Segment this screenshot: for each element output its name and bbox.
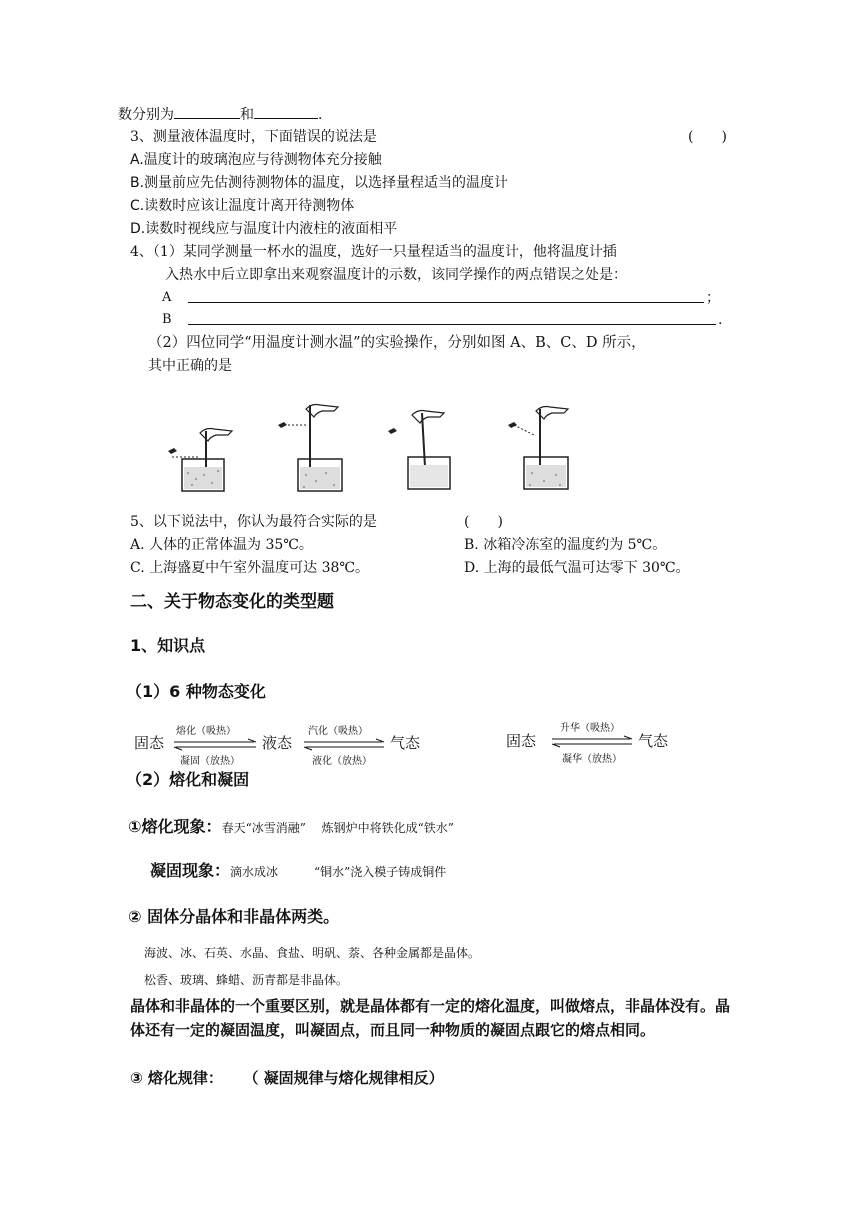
q3-option-a: A.温度计的玻璃泡应与待测物体充分接触 bbox=[130, 152, 382, 168]
crystals-list: 海波、冰、石英、水晶、食盐、明矾、萘、各种金属都是晶体。 bbox=[144, 946, 481, 960]
diagram2-deposit-label: 凝华（放热） bbox=[562, 754, 622, 765]
melt-label: ①熔化现象： bbox=[128, 817, 222, 836]
diagram1-freeze-label: 凝固（放热） bbox=[180, 756, 240, 767]
section2-sub1: 1、知识点 bbox=[130, 636, 206, 655]
point2: ② 固体分晶体和非晶体两类。 bbox=[128, 907, 340, 926]
diagram1-gas: 气态 bbox=[390, 734, 421, 752]
q4-part2-line2: 其中正确的是 bbox=[148, 358, 232, 374]
q5-stem: 5、以下说法中，你认为最符合实际的是 bbox=[130, 514, 377, 530]
diagram1-solid: 固态 bbox=[134, 734, 165, 752]
diagram2-arrows bbox=[550, 735, 634, 749]
diagram1-melt-label: 熔化（吸热） bbox=[176, 726, 236, 737]
q4-blank-b-line[interactable] bbox=[188, 324, 716, 325]
q4-line1: 4、（1）某同学测量一杯水的温度，选好一只量程适当的温度计，他将温度计插 bbox=[130, 244, 617, 260]
q4-blank-a-label: A bbox=[162, 290, 172, 305]
q5-option-b: B. 冰箱冷冻室的温度约为 5℃。 bbox=[464, 537, 667, 553]
hand-thermometer-beaker-c-icon bbox=[388, 411, 450, 490]
q5-option-c: C. 上海盛夏中午室外温度可达 38℃。 bbox=[130, 560, 370, 576]
q2-tail-line bbox=[118, 104, 322, 125]
diagram1-liquefy-label: 液化（放热） bbox=[312, 756, 372, 767]
q4-blank-a-end: ； bbox=[706, 290, 720, 306]
diagram2-gas: 气态 bbox=[638, 732, 669, 750]
point3-label: ③ 熔化规律： bbox=[130, 1069, 223, 1087]
point3-note: （ 凝固规律与熔化规律相反） bbox=[250, 1069, 444, 1087]
q2-and: 和 bbox=[240, 107, 254, 123]
diagram1-arrows-2 bbox=[302, 738, 386, 752]
diagram2-sublime-label: 升华（吸热） bbox=[560, 723, 620, 734]
q4-line2: 入热水中后立即拿出来观察温度计的示数，该同学操作的两点错误之处是： bbox=[165, 267, 627, 283]
noncrystals-list: 松香、玻璃、蜂蜡、沥青都是非晶体。 bbox=[144, 973, 349, 987]
melt-examples: 春天“冰雪消融” 炼钢炉中将铁化成“铁水” bbox=[221, 821, 454, 835]
q5-option-a: A. 人体的正常体温为 35℃。 bbox=[130, 537, 313, 553]
q3-stem: 3、测量液体温度时，下面错误的说法是 bbox=[130, 129, 377, 145]
q5-answer-paren[interactable]: ( ) bbox=[464, 514, 503, 530]
section2-title: 二、关于物态变化的类型题 bbox=[130, 592, 334, 612]
q4-blank-b-label: B bbox=[162, 312, 172, 327]
freeze-label: 凝固现象： bbox=[150, 861, 231, 880]
diagram1-liquid: 液态 bbox=[262, 734, 293, 752]
crystal-paragraph: 晶体和非晶体的一个重要区别，就是晶体都有一定的熔化温度，叫做熔点，非晶体没有。晶体还有一定的凝固温度，叫凝固点，而且同一种物质的凝固点跟它的熔点相同。 bbox=[130, 997, 731, 1039]
q4-blank-b-end: . bbox=[718, 312, 723, 328]
diagram1-vaporize-label: 汽化（吸热） bbox=[308, 726, 368, 737]
freeze-examples: 滴水成冰 “铜水”浇入模子铸成铜件 bbox=[230, 865, 447, 879]
q5-option-d: D. 上海的最低气温可达零下 30℃。 bbox=[464, 560, 690, 576]
q2-tail-text: 数分别为 bbox=[118, 107, 174, 123]
q2-end: . bbox=[318, 107, 323, 123]
q3-option-c: C.读数时应该让温度计离开待测物体 bbox=[130, 198, 355, 214]
hand-thermometer-beaker-d-icon bbox=[508, 407, 568, 490]
q4-part2-line1: （2）四位同学“用温度计测水温”的实验操作，分别如图 A、B、C、D 所示， bbox=[148, 335, 646, 351]
point3-line bbox=[130, 1066, 444, 1091]
q4-blank-a-line[interactable] bbox=[188, 302, 704, 303]
section2-sub1-2: （2）熔化和凝固 bbox=[126, 770, 250, 789]
q3-option-d: D.读数时视线应与温度计内液柱的液面相平 bbox=[130, 221, 398, 237]
diagram1-arrows-1 bbox=[172, 738, 258, 752]
q3-option-b: B.测量前应先估测待测物体的温度，以选择量程适当的温度计 bbox=[130, 175, 509, 191]
q3-answer-paren[interactable]: ( ) bbox=[688, 129, 727, 145]
hand-thermometer-beaker-a-icon bbox=[168, 429, 232, 492]
melt-line bbox=[128, 814, 454, 841]
thermometer-figure bbox=[160, 395, 580, 495]
section2-sub1-1: （1）6 种物态变化 bbox=[126, 682, 266, 701]
q2-blank-2[interactable] bbox=[254, 104, 318, 119]
diagram2-solid: 固态 bbox=[506, 732, 537, 750]
q2-blank-1[interactable] bbox=[174, 104, 240, 119]
hand-thermometer-beaker-b-icon bbox=[278, 405, 342, 492]
freeze-line bbox=[150, 858, 446, 885]
